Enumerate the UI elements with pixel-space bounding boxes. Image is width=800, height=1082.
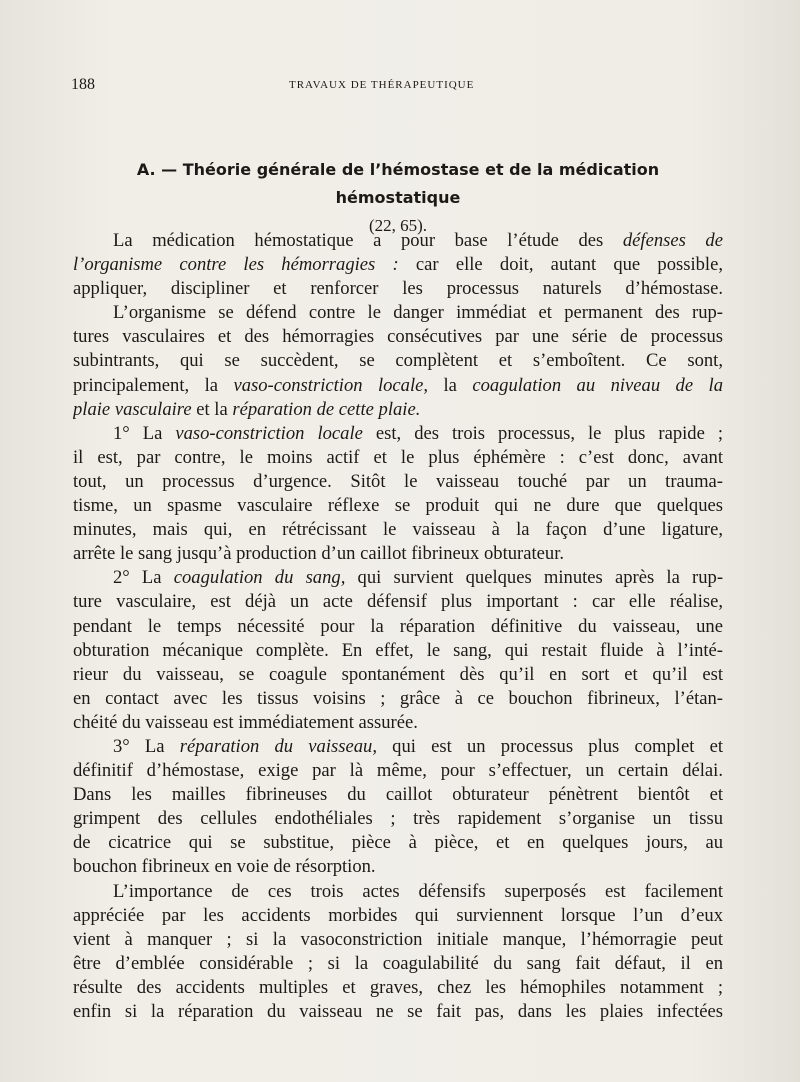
text-line: bouchon fibrineux en voie de résorption. — [73, 856, 376, 878]
text-line: obturation mécanique complète. En effet, le sang, qui restait fluide à l’inté- — [73, 639, 723, 661]
text-line: arrête le sang jusqu’à production d’un caillot fibrineux obturateur. — [73, 543, 565, 565]
text-line: La médication hémostatique a pour base l’étude des défenses de — [113, 230, 723, 251]
text-line: principalement, la vaso-constriction locale, la coagulation au niveau de la — [73, 374, 723, 396]
text-line: pendant le temps nécessité pour la réparation définitive du vaisseau, une — [73, 615, 723, 637]
text-line: Dans les mailles fibrineuses du caillot obturateur pénètrent bientôt et — [73, 784, 723, 806]
section-title: A. — Théorie générale de l’hémostase et de la médication hémostatique — [136, 160, 660, 207]
text-line: minutes, mais qui, en rétrécissant le vaisseau à la façon d’une ligature, — [73, 519, 723, 541]
page-number: 188 — [71, 76, 95, 93]
text-line: L’organisme se défend contre le danger immédiat et permanent des rup- — [113, 302, 723, 324]
text-line: il est, par contre, le moins actif et le plus éphémère : c’est donc, avant — [73, 446, 723, 468]
text-line: ture vasculaire, est déjà un acte défensif plus important : car elle réalise, — [73, 591, 723, 613]
text-line: en contact avec les tissus voisins ; grâce à ce bouchon fibrineux, l’étan- — [73, 687, 723, 709]
text-line: 1° La vaso-constriction locale est, des trois processus, le plus rapide ; — [113, 422, 723, 444]
text-line: l’organisme contre les hémorragies : car elle doit, autant que possible, — [73, 254, 723, 276]
text-line: tures vasculaires et des hémorragies consécutives par une série de processus — [73, 326, 723, 348]
text-line: résulte des accidents multiples et graves, chez les hémophiles notamment ; — [73, 976, 723, 998]
text-line: chéité du vaisseau est immédiatement assurée. — [73, 711, 418, 733]
section-heading — [73, 156, 723, 240]
text-line: vient à manquer ; si la vasoconstriction initiale manque, l’hémorragie peut — [73, 928, 723, 950]
text-line: appréciée par les accidents morbides qui surviennent lorsque l’un d’eux — [73, 904, 723, 926]
text-line: 2° La coagulation du sang, qui survient quelques minutes après la rup- — [113, 567, 723, 589]
section-references: (22, 65). — [368, 216, 428, 235]
body-text — [73, 229, 723, 1024]
running-title: TRAVAUX DE THÉRAPEUTIQUE — [289, 79, 475, 91]
text-line: tisme, un spasme vasculaire réflexe se produit qui ne dure que quelques — [73, 495, 723, 517]
text-line: définitif d’hémostase, exige par là même, pour s’effectuer, un certain délai. — [73, 760, 723, 782]
text-line: 3° La réparation du vaisseau, qui est un processus plus complet et — [113, 735, 723, 757]
text-line: tout, un processus d’urgence. Sitôt le vaisseau touché par un trauma- — [73, 470, 723, 492]
text-line: rieur du vaisseau, se coagule spontanément dès qu’il en sort et qu’il est — [73, 663, 723, 685]
text-line: subintrants, qui se succèdent, se complètent et s’emboîtent. Ce sont, — [73, 350, 723, 372]
text-line: L’importance de ces trois actes défensifs superposés est facilement — [113, 880, 723, 902]
text-line: appliquer, discipliner et renforcer les processus naturels d’hémostase. — [73, 278, 723, 300]
running-head — [71, 76, 721, 96]
text-line: être d’emblée considérable ; si la coagulabilité du sang fait défaut, il en — [73, 952, 723, 974]
text-line: enfin si la réparation du vaisseau ne se fait pas, dans les plaies infectées — [73, 1001, 723, 1022]
text-line: plaie vasculaire et la réparation de cette plaie. — [73, 398, 421, 420]
text-line: grimpent des cellules endothéliales ; très rapidement s’organise un tissu — [73, 808, 723, 830]
text-line: de cicatrice qui se substitue, pièce à pièce, et en quelques jours, au — [73, 832, 723, 854]
